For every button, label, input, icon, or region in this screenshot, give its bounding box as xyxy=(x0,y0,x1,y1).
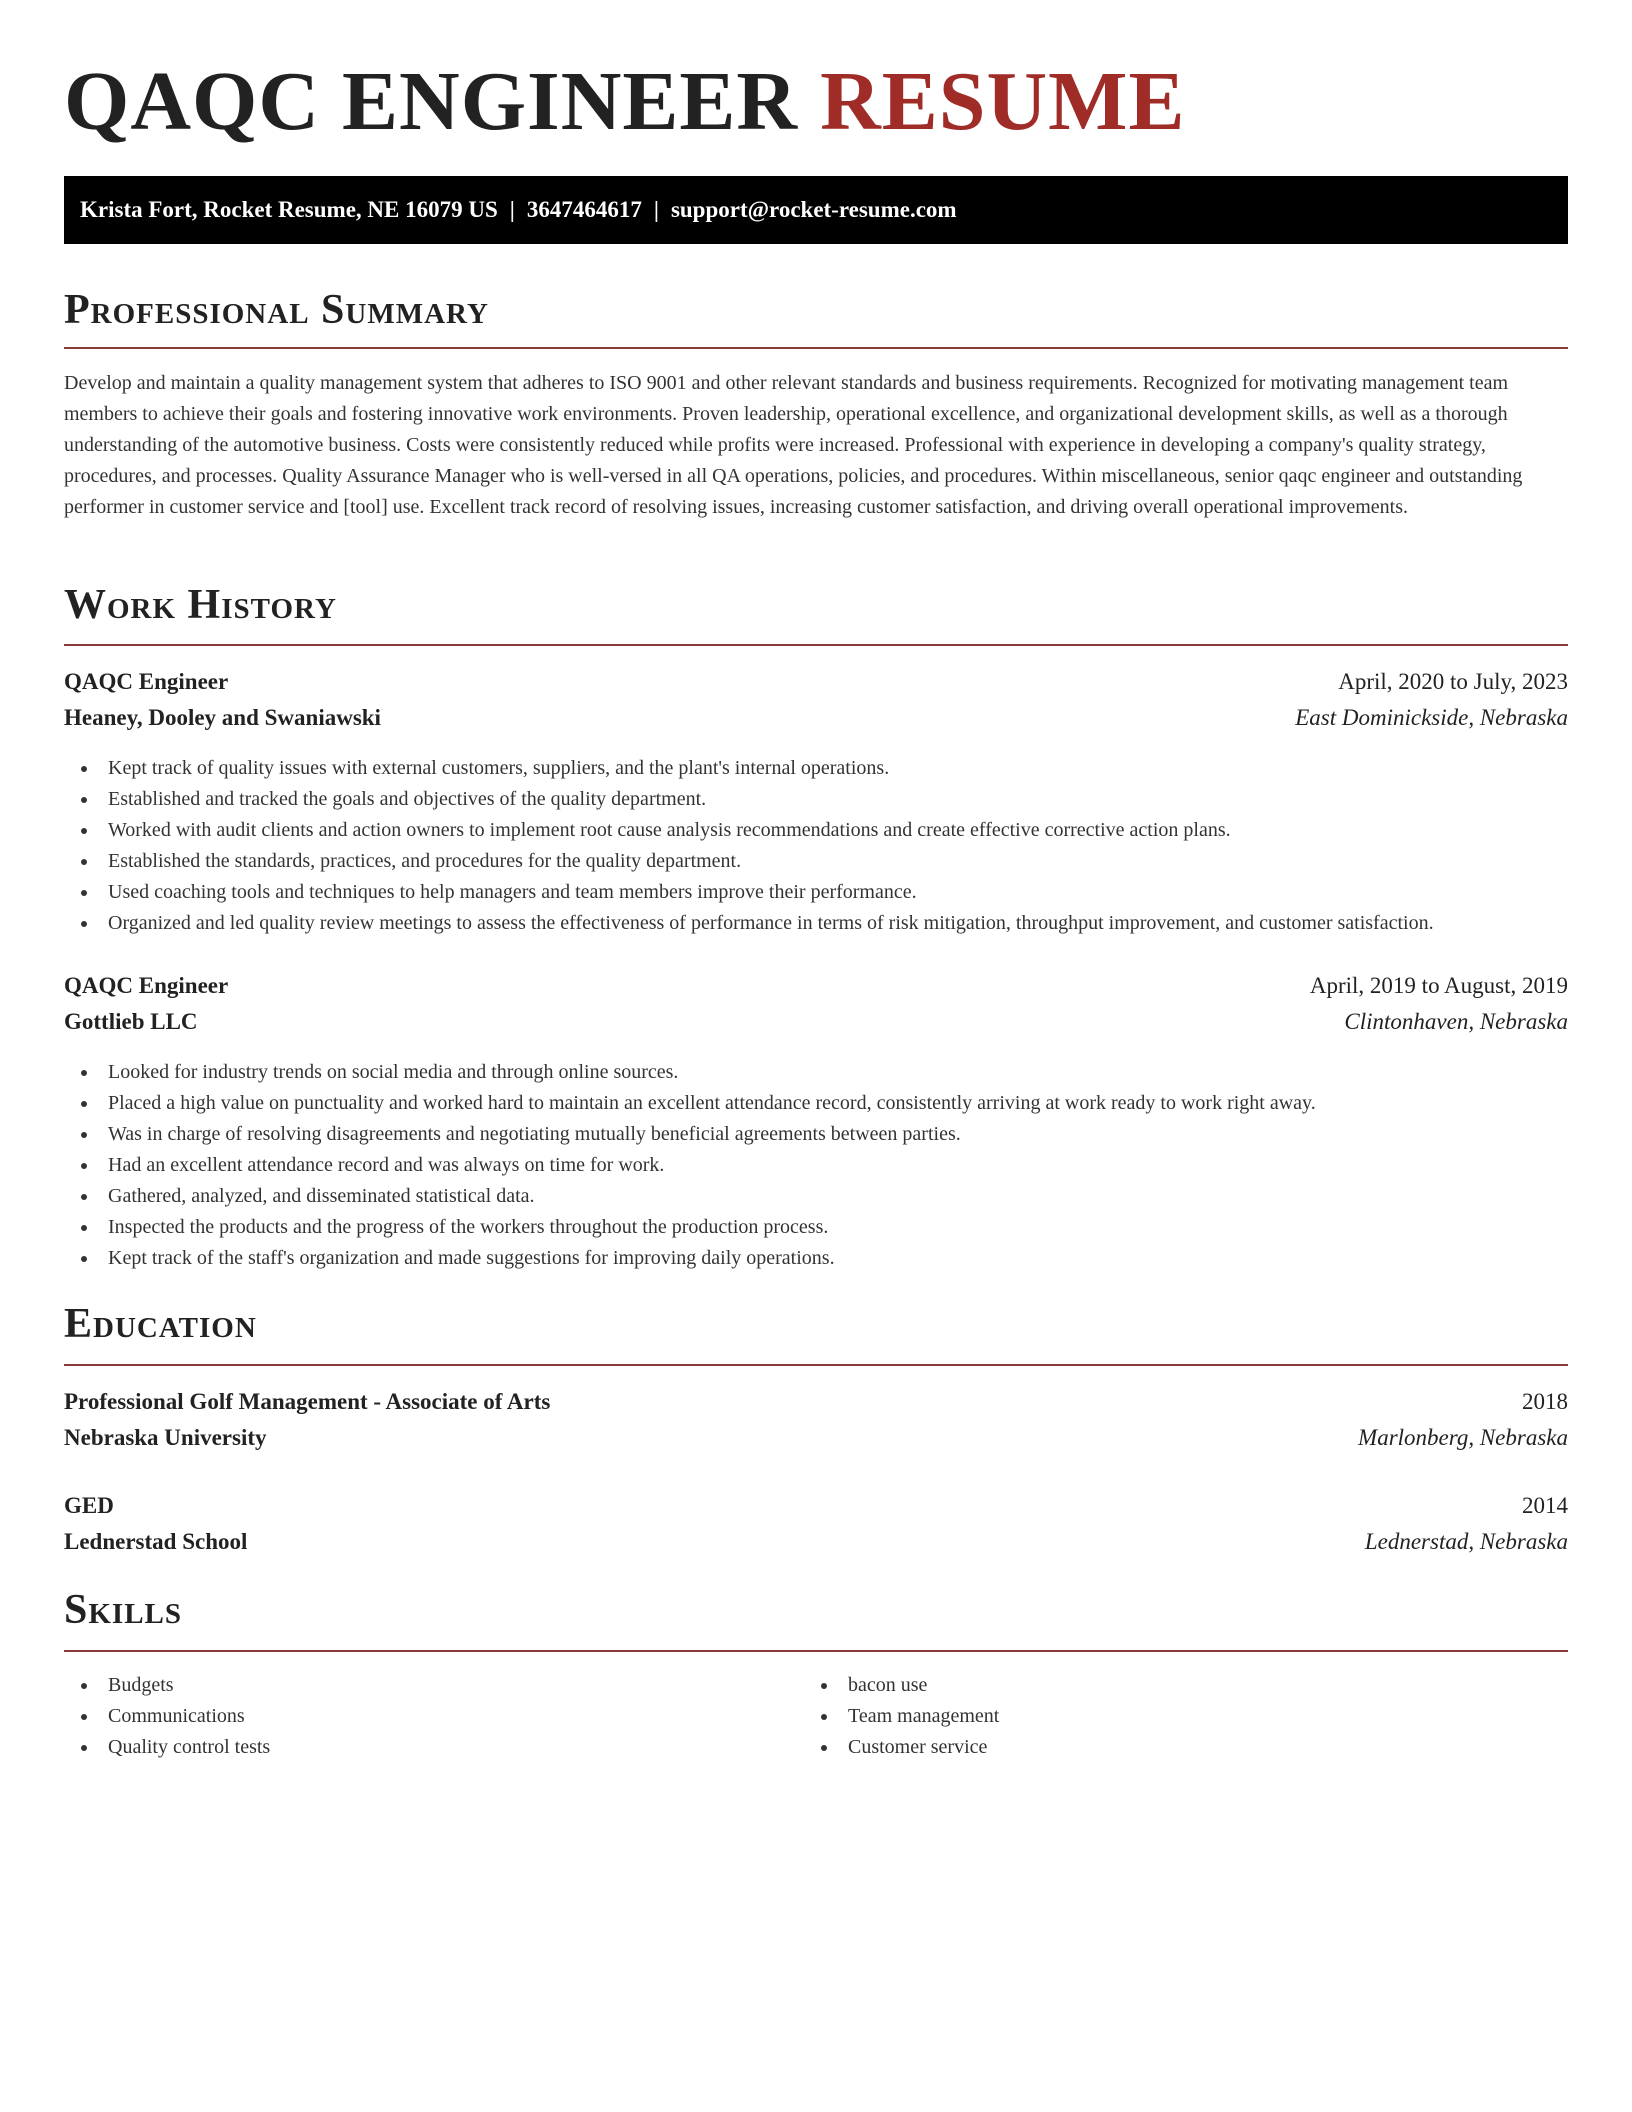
contact-separator: | xyxy=(509,197,515,222)
list-item: Established the standards, practices, and procedures for the quality department. xyxy=(64,846,1568,877)
contact-bar xyxy=(64,176,1568,244)
skill-item: bacon use xyxy=(804,1670,1632,1701)
skill-item: Communications xyxy=(64,1701,1568,1732)
job-dates: April, 2019 to August, 2019 xyxy=(1309,973,1568,998)
job-duties-list xyxy=(64,753,1568,939)
list-item: Placed a high value on punctuality and worked hard to maintain an excellent attendance record, consistently arriving at work ready to work right away. xyxy=(64,1088,1568,1119)
work-history-heading: Work History xyxy=(64,582,337,628)
list-item: Looked for industry trends on social media and through online sources. xyxy=(64,1057,1568,1088)
education-degree: Professional Golf Management - Associate of Arts xyxy=(64,1389,551,1414)
skill-item: Team management xyxy=(804,1701,1632,1732)
contact-phone: 3647464617 xyxy=(526,197,642,222)
job-title: QAQC Engineer xyxy=(64,669,229,694)
list-item: Used coaching tools and techniques to help managers and team members improve their performance. xyxy=(64,877,1568,908)
skill-item: Customer service xyxy=(804,1732,1632,1763)
section-divider xyxy=(64,1650,1568,1652)
job-header xyxy=(64,968,1568,1004)
job-company: Heaney, Dooley and Swaniawski xyxy=(64,705,381,730)
section-divider xyxy=(64,1364,1568,1366)
list-item: Kept track of the staff's organization and made suggestions for improving daily operations. xyxy=(64,1243,1568,1274)
education-header xyxy=(64,1384,1568,1420)
list-item: Worked with audit clients and action owners to implement root cause analysis recommendations and create effective corrective action plans. xyxy=(64,815,1568,846)
education-header xyxy=(64,1488,1568,1524)
job-company-row xyxy=(64,1004,1568,1040)
job-location: Clintonhaven, Nebraska xyxy=(1344,1009,1568,1034)
skills-heading: Skills xyxy=(64,1587,183,1633)
education-school-row xyxy=(64,1524,1568,1560)
section-divider xyxy=(64,347,1568,349)
job-location: East Dominickside, Nebraska xyxy=(1295,705,1568,730)
contact-email[interactable]: support@rocket-resume.com xyxy=(670,197,957,222)
skill-item: Quality control tests xyxy=(64,1732,1568,1763)
education-year: 2018 xyxy=(1522,1389,1568,1414)
list-item: Kept track of quality issues with external customers, suppliers, and the plant's internal operations. xyxy=(64,753,1568,784)
list-item: Gathered, analyzed, and disseminated statistical data. xyxy=(64,1181,1568,1212)
job-company-row xyxy=(64,700,1568,736)
list-item: Had an excellent attendance record and was always on time for work. xyxy=(64,1150,1568,1181)
contact-separator: | xyxy=(653,197,659,222)
education-degree: GED xyxy=(64,1493,114,1518)
education-location: Marlonberg, Nebraska xyxy=(1358,1425,1568,1450)
education-location: Lednerstad, Nebraska xyxy=(1364,1529,1568,1554)
list-item: Organized and led quality review meetings to assess the effectiveness of performance in terms of risk mitigation, throughput improvement, and customer satisfaction. xyxy=(64,908,1568,939)
education-year: 2014 xyxy=(1522,1493,1568,1518)
title-accent: RESUME xyxy=(820,55,1186,148)
job-dates: April, 2020 to July, 2023 xyxy=(1338,669,1568,694)
skill-item: Budgets xyxy=(64,1670,1568,1701)
job-duties-list xyxy=(64,1057,1568,1274)
summary-text: Develop and maintain a quality management system that adheres to ISO 9001 and other relevant standards and business requirements. Recognized for motivating management team members to achieve their goals and fostering innovative work environments. Proven leadership, operational excellence, and organizational development skills, as well as a thorough understanding of the automotive business. Costs were consistently reduced while profits were increased. Professional with experience in developing a company's quality strategy, procedures, and processes. Quality Assurance Manager who is well-versed in all QA operations, policies, and procedures. Within miscellaneous, senior qaqc engineer and outstanding performer in customer service and [tool] use. Excellent track record of resolving issues, increasing customer satisfaction, and driving overall operational improvements. xyxy=(64,372,1523,518)
title-main: QAQC ENGINEER xyxy=(64,55,799,148)
skills-list xyxy=(804,1670,1632,1763)
job-header xyxy=(64,664,1568,700)
resume-title xyxy=(64,52,1186,152)
list-item: Established and tracked the goals and objectives of the quality department. xyxy=(64,784,1568,815)
education-heading: Education xyxy=(64,1301,257,1347)
job-company: Gottlieb LLC xyxy=(64,1009,198,1034)
list-item: Was in charge of resolving disagreements and negotiating mutually beneficial agreements between parties. xyxy=(64,1119,1568,1150)
list-item: Inspected the products and the progress of the workers throughout the production process. xyxy=(64,1212,1568,1243)
education-school: Lednerstad School xyxy=(64,1529,248,1554)
summary-heading: Professional Summary xyxy=(64,287,489,333)
education-school: Nebraska University xyxy=(64,1425,267,1450)
section-divider xyxy=(64,644,1568,646)
education-school-row xyxy=(64,1420,1568,1456)
job-title: QAQC Engineer xyxy=(64,973,229,998)
contact-address: Krista Fort, Rocket Resume, NE 16079 US xyxy=(80,197,498,222)
